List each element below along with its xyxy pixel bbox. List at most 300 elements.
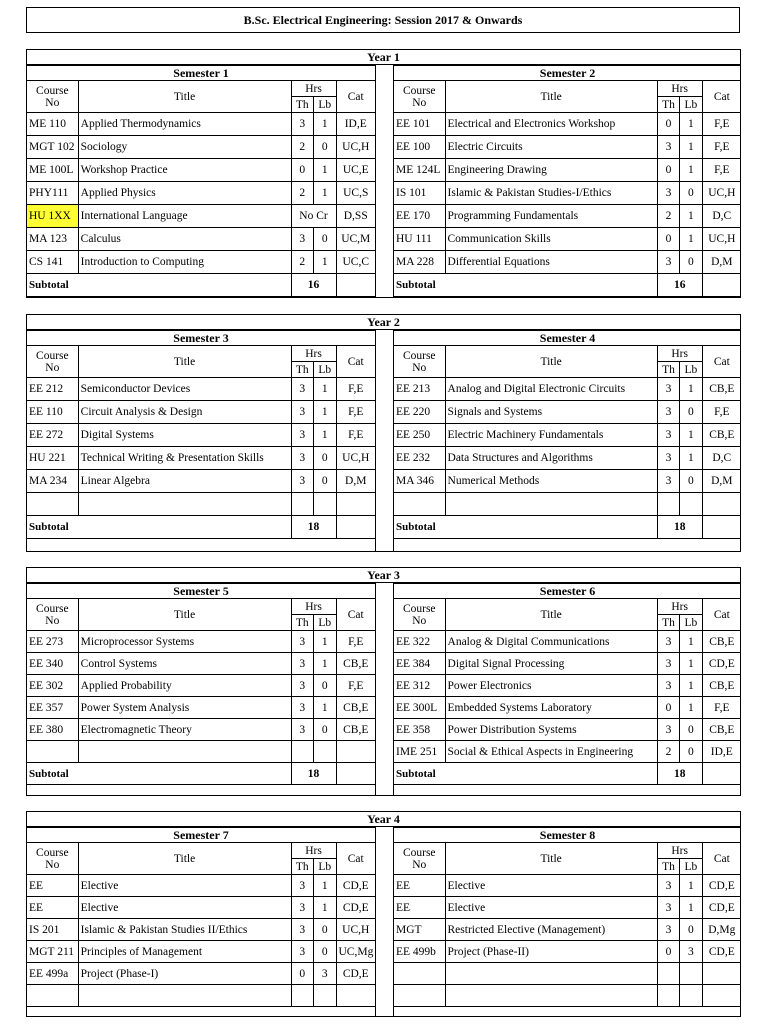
theory-hours-cell: 0	[291, 963, 314, 985]
course-title-cell: Engineering Drawing	[445, 159, 657, 182]
theory-hours-cell	[291, 741, 314, 763]
lab-hours-cell	[680, 985, 702, 1007]
course-no-cell: EE 213	[394, 378, 445, 401]
course-title-cell: International Language	[78, 205, 291, 228]
course-title-cell: Applied Probability	[78, 675, 291, 697]
cat-header: Cat	[702, 843, 741, 875]
lb-header: Lb	[314, 615, 337, 631]
course-no-cell: EE	[394, 897, 445, 919]
table-row	[394, 401, 741, 424]
course-no-cell: HU 1XX	[27, 205, 78, 228]
subtotal-value: 16	[657, 274, 702, 297]
course-no-header-line2: No	[412, 361, 427, 374]
title-header: Title	[78, 81, 291, 113]
lab-hours-cell: 1	[314, 113, 337, 136]
category-cell: UC,H	[336, 136, 375, 159]
lab-hours-cell: 0	[680, 251, 702, 274]
lab-hours-cell	[314, 985, 337, 1007]
column-header-row	[394, 81, 741, 97]
cat-header: Cat	[702, 81, 741, 113]
table-row	[394, 675, 741, 697]
lab-hours-cell: 1	[314, 251, 337, 274]
hrs-header: Hrs	[657, 81, 702, 97]
course-no-cell: EE 212	[27, 378, 78, 401]
category-cell: CD,E	[702, 897, 741, 919]
hrs-header: Hrs	[291, 346, 336, 362]
column-header-row	[394, 346, 741, 362]
theory-hours-cell: 3	[657, 653, 679, 675]
course-title-cell: Applied Physics	[78, 182, 291, 205]
course-no-cell	[27, 741, 78, 763]
hrs-header: Hrs	[657, 599, 702, 615]
semester-table	[27, 827, 375, 1007]
theory-hours-cell: 3	[291, 401, 314, 424]
lb-header: Lb	[314, 97, 337, 113]
subtotal-value: 18	[291, 763, 336, 785]
course-no-cell: ME 110	[27, 113, 78, 136]
theory-hours-cell: 3	[657, 401, 679, 424]
course-title-cell: Electric Circuits	[445, 136, 657, 159]
course-title-cell: Social & Ethical Aspects in Engineering	[445, 741, 657, 763]
table-row	[394, 424, 741, 447]
course-title-cell: Elective	[78, 875, 291, 897]
lab-hours-cell: 3	[680, 941, 702, 963]
table-row	[27, 136, 375, 159]
lab-hours-cell: 0	[314, 228, 337, 251]
course-table	[27, 583, 375, 785]
category-cell: F,E	[336, 631, 375, 653]
table-row	[394, 205, 741, 228]
title-header: Title	[78, 843, 291, 875]
title-header: Title	[78, 599, 291, 631]
category-cell: F,E	[336, 424, 375, 447]
table-row	[27, 424, 375, 447]
course-no-cell: EE 250	[394, 424, 445, 447]
column-header-row	[27, 843, 375, 859]
theory-hours-cell: 0	[291, 159, 314, 182]
theory-hours-cell: 3	[291, 228, 314, 251]
table-row	[394, 136, 741, 159]
lab-hours-cell	[314, 493, 337, 516]
course-title-cell: Differential Equations	[445, 251, 657, 274]
course-no-cell: EE 272	[27, 424, 78, 447]
theory-hours-cell: 3	[657, 919, 679, 941]
lab-hours-cell: 3	[314, 963, 337, 985]
course-no-cell: EE 340	[27, 653, 78, 675]
course-no-cell	[27, 493, 78, 516]
category-cell: ID,E	[336, 113, 375, 136]
category-cell: F,E	[702, 136, 741, 159]
course-title-cell: Communication Skills	[445, 228, 657, 251]
course-no-cell: EE 101	[394, 113, 445, 136]
course-no-cell: EE 232	[394, 447, 445, 470]
course-no-header	[27, 843, 78, 875]
lab-hours-cell: 1	[680, 447, 702, 470]
course-no-header-line2: No	[412, 96, 427, 109]
category-cell: D,M	[336, 470, 375, 493]
lab-hours-cell: 1	[680, 424, 702, 447]
course-no-header	[394, 346, 445, 378]
course-table	[27, 330, 375, 539]
table-row	[394, 941, 741, 963]
theory-hours-cell: 2	[657, 205, 679, 228]
course-no-header-line2: No	[412, 858, 427, 871]
table-row	[394, 741, 741, 763]
theory-hours-cell: 3	[291, 897, 314, 919]
column-header-row	[27, 346, 375, 362]
year-label: Year 3	[27, 568, 740, 583]
theory-hours-cell: 3	[657, 470, 679, 493]
category-cell: UC,H	[336, 447, 375, 470]
year-block	[26, 567, 741, 796]
semester-table	[27, 330, 375, 539]
theory-hours-cell: 3	[657, 875, 679, 897]
course-no-cell: MA 346	[394, 470, 445, 493]
course-no-cell: EE 312	[394, 675, 445, 697]
course-title-cell: Digital Systems	[78, 424, 291, 447]
title-header: Title	[445, 346, 657, 378]
category-cell: CD,E	[336, 897, 375, 919]
course-no-cell: PHY111	[27, 182, 78, 205]
lb-header: Lb	[680, 615, 702, 631]
course-title-cell: Principles of Management	[78, 941, 291, 963]
semester-label: Semester 4	[394, 331, 741, 346]
hrs-header: Hrs	[291, 599, 336, 615]
subtotal-value: 18	[657, 763, 702, 785]
lab-hours-cell: 1	[314, 897, 337, 919]
lab-hours-cell: 0	[680, 470, 702, 493]
hrs-header: Hrs	[657, 346, 702, 362]
theory-hours-cell: 3	[291, 470, 314, 493]
course-no-cell: EE 300L	[394, 697, 445, 719]
semester-label: Semester 6	[394, 584, 741, 599]
course-no-cell: EE 499a	[27, 963, 78, 985]
year-block	[26, 314, 741, 552]
subtotal-cat-cell	[336, 274, 375, 297]
course-no-cell: EE 322	[394, 631, 445, 653]
table-row	[27, 159, 375, 182]
year-label: Year 2	[27, 315, 740, 330]
table-row	[394, 963, 741, 985]
category-cell: D,SS	[336, 205, 375, 228]
table-row	[394, 447, 741, 470]
cat-header: Cat	[336, 346, 375, 378]
course-no-cell: ME 124L	[394, 159, 445, 182]
column-header-row	[27, 599, 375, 615]
category-cell	[336, 985, 375, 1007]
course-table	[394, 583, 741, 785]
theory-hours-cell	[657, 985, 679, 1007]
year-label: Year 1	[27, 50, 740, 65]
semester-label: Semester 5	[27, 584, 375, 599]
course-no-cell: EE	[27, 875, 78, 897]
subtotal-label: Subtotal	[27, 274, 291, 297]
subtotal-label: Subtotal	[27, 516, 291, 539]
lab-hours-cell: 0	[314, 675, 337, 697]
category-cell: CB,E	[702, 378, 741, 401]
theory-hours-cell	[657, 493, 679, 516]
course-no-header	[27, 599, 78, 631]
course-title-cell: Islamic & Pakistan Studies II/Ethics	[78, 919, 291, 941]
category-cell: UC,E	[336, 159, 375, 182]
year-block	[26, 49, 741, 298]
course-no-cell: MGT	[394, 919, 445, 941]
subtotal-row	[27, 274, 375, 297]
category-cell: CB,E	[336, 653, 375, 675]
course-no-header	[394, 843, 445, 875]
category-cell: UC,Mg	[336, 941, 375, 963]
semester-table	[394, 583, 741, 785]
course-no-cell: EE 384	[394, 653, 445, 675]
category-cell: F,E	[702, 401, 741, 424]
table-row	[394, 719, 741, 741]
subtotal-label: Subtotal	[394, 274, 657, 297]
year-label: Year 4	[27, 812, 740, 827]
lab-hours-cell: 1	[314, 697, 337, 719]
course-no-header	[394, 599, 445, 631]
course-title-cell	[445, 985, 657, 1007]
category-cell: F,E	[702, 697, 741, 719]
course-no-header-line2: No	[45, 96, 60, 109]
category-cell: F,E	[336, 401, 375, 424]
hrs-header: Hrs	[291, 81, 336, 97]
lab-hours-cell: 1	[680, 897, 702, 919]
lab-hours-cell	[680, 493, 702, 516]
subtotal-cat-cell	[702, 763, 741, 785]
cat-header: Cat	[702, 599, 741, 631]
table-row	[27, 401, 375, 424]
table-row	[27, 963, 375, 985]
category-cell: F,E	[336, 675, 375, 697]
category-cell: CB,E	[336, 697, 375, 719]
theory-hours-cell	[291, 493, 314, 516]
theory-hours-cell: 3	[657, 631, 679, 653]
table-row	[394, 493, 741, 516]
course-title-cell: Microprocessor Systems	[78, 631, 291, 653]
title-header: Title	[445, 599, 657, 631]
th-header: Th	[291, 362, 314, 378]
semester-table	[394, 65, 741, 297]
table-row	[27, 875, 375, 897]
theory-hours-cell: 2	[657, 741, 679, 763]
theory-hours-cell: 3	[291, 113, 314, 136]
course-title-cell	[445, 963, 657, 985]
theory-hours-cell	[657, 963, 679, 985]
course-title-cell: Circuit Analysis & Design	[78, 401, 291, 424]
course-title-cell: Numerical Methods	[445, 470, 657, 493]
theory-hours-cell: 3	[657, 378, 679, 401]
theory-hours-cell: 2	[291, 182, 314, 205]
lab-hours-cell: 0	[680, 401, 702, 424]
table-row	[27, 653, 375, 675]
th-header: Th	[291, 859, 314, 875]
course-no-cell: MA 123	[27, 228, 78, 251]
course-no-cell: MGT 102	[27, 136, 78, 159]
semester-header-row	[394, 584, 741, 599]
theory-hours-cell: 0	[657, 159, 679, 182]
category-cell: D,Mg	[702, 919, 741, 941]
category-cell: F,E	[702, 159, 741, 182]
category-cell: CB,E	[702, 719, 741, 741]
subtotal-row	[394, 763, 741, 785]
course-no-header-line1: Course	[36, 84, 69, 97]
course-title-cell: Elective	[445, 875, 657, 897]
title-header: Title	[78, 346, 291, 378]
lab-hours-cell: 0	[314, 447, 337, 470]
course-title-cell	[78, 493, 291, 516]
cat-header: Cat	[336, 599, 375, 631]
semester-table	[394, 827, 741, 1007]
table-row	[394, 113, 741, 136]
lab-hours-cell: 1	[680, 378, 702, 401]
lab-hours-cell: 1	[680, 697, 702, 719]
table-row	[27, 447, 375, 470]
lb-header: Lb	[314, 859, 337, 875]
course-no-cell	[394, 963, 445, 985]
course-no-cell: MGT 211	[27, 941, 78, 963]
course-title-cell: Data Structures and Algorithms	[445, 447, 657, 470]
category-cell: UC,M	[336, 228, 375, 251]
semester-table	[27, 583, 375, 785]
table-row	[27, 378, 375, 401]
theory-hours-cell: 3	[291, 424, 314, 447]
semester-table	[27, 65, 375, 297]
lab-hours-cell: 1	[680, 205, 702, 228]
course-title-cell: Applied Thermodynamics	[78, 113, 291, 136]
subtotal-row	[27, 516, 375, 539]
category-cell: F,E	[336, 378, 375, 401]
cat-header: Cat	[336, 843, 375, 875]
subtotal-value: 16	[291, 274, 336, 297]
lab-hours-cell: 0	[680, 741, 702, 763]
category-cell: UC,H	[702, 182, 741, 205]
course-no-cell: EE 302	[27, 675, 78, 697]
course-table	[27, 827, 375, 1007]
course-title-cell: Semiconductor Devices	[78, 378, 291, 401]
course-title-cell: Project (Phase-I)	[78, 963, 291, 985]
category-cell: CB,E	[702, 424, 741, 447]
lab-hours-cell: 1	[680, 228, 702, 251]
course-no-header-line1: Course	[402, 349, 436, 362]
table-row	[27, 113, 375, 136]
lab-hours-cell: 1	[314, 631, 337, 653]
theory-hours-cell: 3	[291, 631, 314, 653]
lab-hours-cell: 1	[680, 113, 702, 136]
course-no-header-line1: Course	[402, 84, 436, 97]
course-no-header	[27, 81, 78, 113]
lab-hours-cell	[680, 963, 702, 985]
th-header: Th	[291, 615, 314, 631]
theory-hours-cell: 3	[291, 919, 314, 941]
course-no-cell: EE 170	[394, 205, 445, 228]
subtotal-value: 18	[657, 516, 702, 539]
course-no-cell	[27, 985, 78, 1007]
course-title-cell: Restricted Elective (Management)	[445, 919, 657, 941]
theory-hours-cell: 0	[657, 697, 679, 719]
table-row	[27, 493, 375, 516]
lab-hours-cell	[314, 741, 337, 763]
table-row	[394, 875, 741, 897]
table-row	[27, 631, 375, 653]
course-no-header-line1: Course	[36, 349, 69, 362]
semester-label: Semester 1	[27, 66, 375, 81]
theory-hours-cell: 3	[291, 378, 314, 401]
semester-header-row	[27, 584, 375, 599]
category-cell: D,C	[702, 447, 741, 470]
category-cell: CD,E	[702, 653, 741, 675]
course-no-cell: IS 101	[394, 182, 445, 205]
lb-header: Lb	[314, 362, 337, 378]
subtotal-label: Subtotal	[394, 763, 657, 785]
table-row	[27, 897, 375, 919]
th-header: Th	[657, 97, 679, 113]
course-title-cell: Power System Analysis	[78, 697, 291, 719]
category-cell: UC,H	[702, 228, 741, 251]
table-row	[27, 182, 375, 205]
hrs-header: Hrs	[657, 843, 702, 859]
course-no-header-line2: No	[45, 361, 60, 374]
th-header: Th	[657, 615, 679, 631]
table-row	[394, 182, 741, 205]
course-title-cell	[78, 741, 291, 763]
lab-hours-cell: 1	[314, 182, 337, 205]
lab-hours-cell: 0	[680, 919, 702, 941]
semester-header-row	[27, 828, 375, 843]
category-cell	[336, 741, 375, 763]
course-no-header-line1: Course	[402, 602, 436, 615]
theory-hours-cell: No Cr	[291, 205, 336, 228]
course-title-cell: Linear Algebra	[78, 470, 291, 493]
subtotal-cat-cell	[336, 763, 375, 785]
semester-header-row	[27, 331, 375, 346]
table-row	[394, 985, 741, 1007]
table-row	[394, 697, 741, 719]
semester-header-row	[394, 66, 741, 81]
theory-hours-cell: 3	[291, 719, 314, 741]
course-no-header	[27, 346, 78, 378]
theory-hours-cell: 0	[657, 228, 679, 251]
subtotal-cat-cell	[702, 274, 741, 297]
category-cell: CD,E	[702, 875, 741, 897]
course-title-cell	[78, 985, 291, 1007]
theory-hours-cell: 3	[291, 941, 314, 963]
table-row	[27, 675, 375, 697]
course-no-cell: EE	[27, 897, 78, 919]
category-cell: CB,E	[336, 719, 375, 741]
course-title-cell: Electromagnetic Theory	[78, 719, 291, 741]
table-row	[394, 251, 741, 274]
course-no-header-line2: No	[412, 614, 427, 627]
theory-hours-cell: 3	[657, 719, 679, 741]
course-no-cell: HU 111	[394, 228, 445, 251]
table-row	[27, 985, 375, 1007]
course-title-cell: Electrical and Electronics Workshop	[445, 113, 657, 136]
lab-hours-cell: 1	[314, 159, 337, 182]
table-row	[27, 719, 375, 741]
course-title-cell	[445, 493, 657, 516]
course-no-header-line1: Course	[36, 846, 69, 859]
table-row	[27, 941, 375, 963]
course-no-cell: EE 499b	[394, 941, 445, 963]
course-no-cell	[394, 985, 445, 1007]
course-title-cell: Analog & Digital Communications	[445, 631, 657, 653]
course-no-cell	[394, 493, 445, 516]
category-cell: D,M	[702, 251, 741, 274]
lab-hours-cell: 1	[680, 631, 702, 653]
table-row	[394, 228, 741, 251]
course-no-cell: MA 228	[394, 251, 445, 274]
lab-hours-cell: 0	[314, 470, 337, 493]
